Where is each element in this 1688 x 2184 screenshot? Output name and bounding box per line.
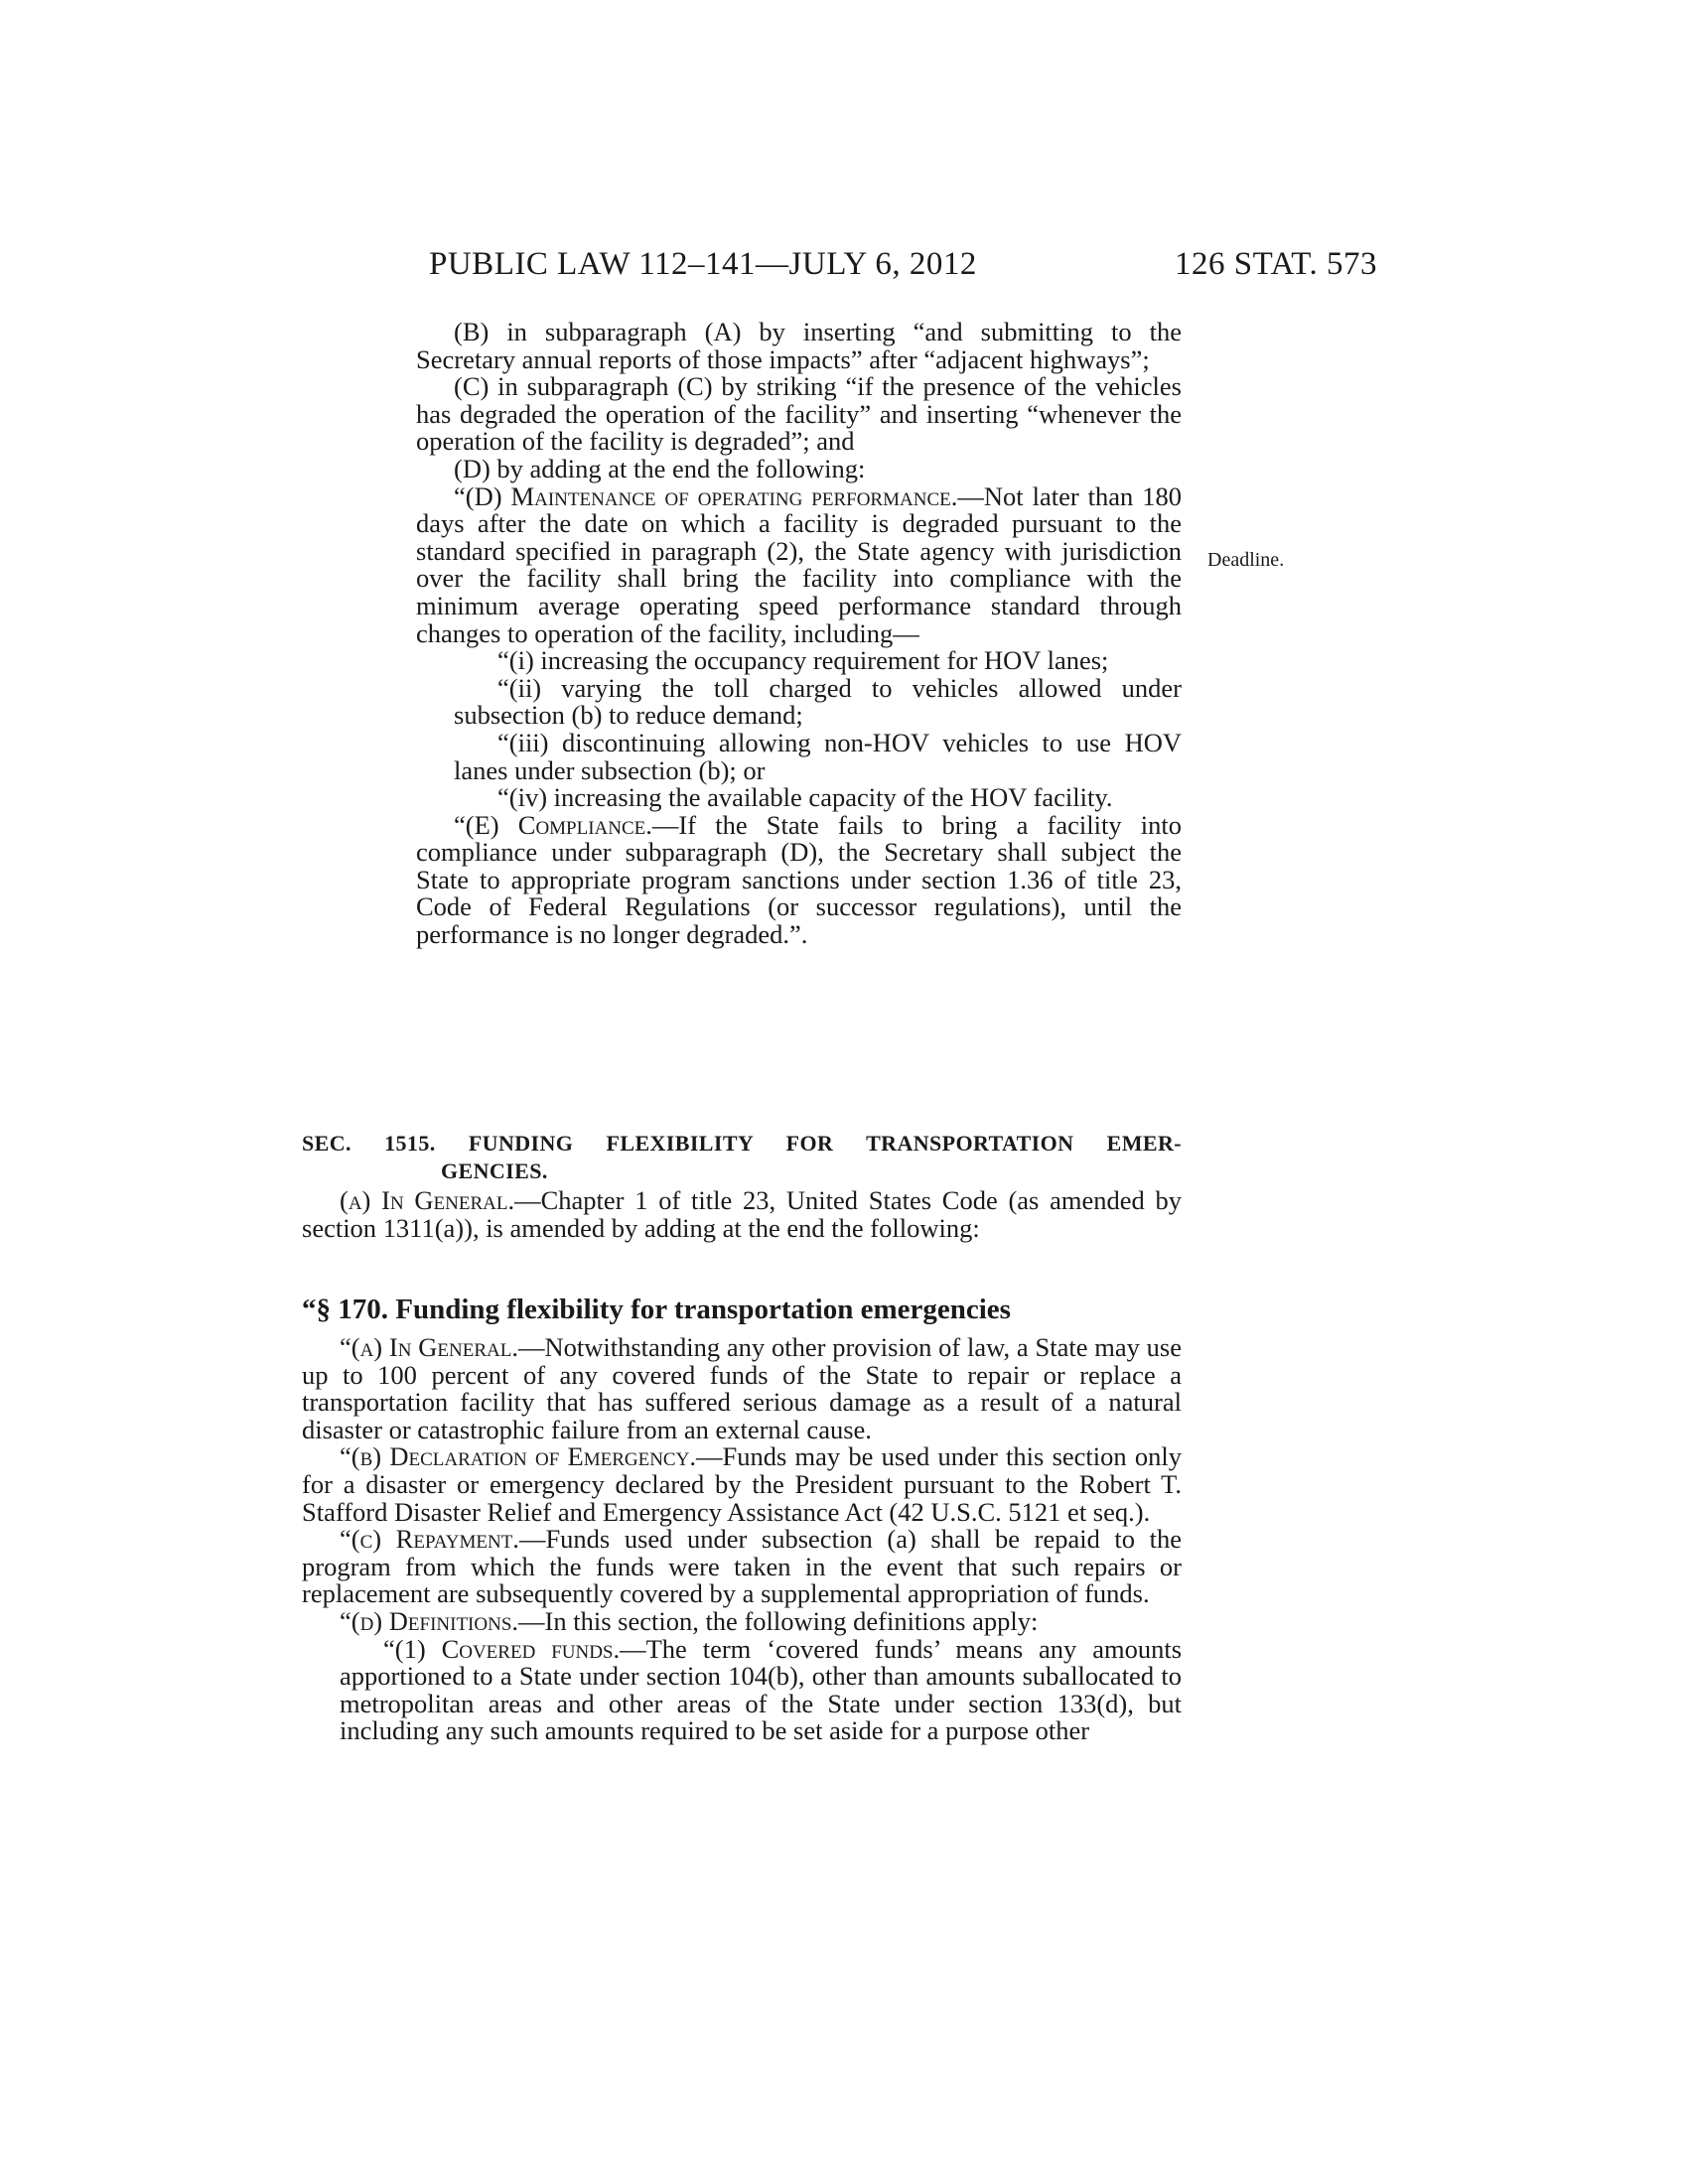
clause-i: “(i) increasing the occupancy requirement for HOV lanes; xyxy=(497,645,1109,676)
sec170-a-heading: “(a) In General. xyxy=(340,1332,518,1362)
subparagraph-e-text: —If the State fails to bring a facility into compliance under subparagraph (D), the Secretary shall subject the State to appropriate program sanctions under section 1.36 of title 23, Code of Federal Regulations (or successor regulations), until the performance is no longer degraded.”. xyxy=(416,809,1182,950)
subparagraph-d xyxy=(416,480,1182,648)
sec170-subsection-b xyxy=(302,1443,1182,1526)
sec170-b-heading: “(b) Declaration of Emergency. xyxy=(340,1441,696,1472)
sec170-c-heading: “(c) Repayment. xyxy=(340,1524,519,1555)
sec170-d1-heading: “(1) Covered funds. xyxy=(383,1633,621,1664)
subsection-a-heading: (a) In General. xyxy=(340,1185,515,1215)
clause-iv: “(iv) increasing the available capacity of the HOV facility. xyxy=(497,782,1113,813)
item-d: (D) by adding at the end the following: xyxy=(454,453,866,483)
subparagraph-d-heading: “(D) Maintenance of operating performance. xyxy=(454,480,958,511)
running-head xyxy=(302,246,1377,286)
sec170-d-text: —In this section, the following definitions apply: xyxy=(518,1605,1039,1636)
amendment-items xyxy=(416,319,1182,949)
sec170-c-text: —Funds used under subsection (a) shall be repaid to the program from which the funds were taken in the event that such repairs or replacement are subsequently covered by a supplemental appropriation of funds. xyxy=(302,1524,1182,1609)
section-heading-line-2: GENCIES. xyxy=(441,1159,548,1183)
sec170-b-text: —Funds may be used under this section only for a disaster or emergency declared by the President pursuant to the Robert T. Stafford Disaster Relief and Emergency Assistance Act (42 U.S.C. 5121 et seq.). xyxy=(302,1441,1182,1527)
section-1515-heading xyxy=(302,1130,1182,1185)
clause-ii: “(ii) varying the toll charged to vehicles allowed under subsection (b) to reduce demand; xyxy=(454,672,1182,731)
statute-page-number: 126 STAT. 573 xyxy=(1174,246,1377,282)
sec170-a-text: —Notwithstanding any other provision of law, a State may use up to 100 percent of any covered funds of the State to repair or replace a transportation facility that has suffered serious damage as a result of a natural disaster or catastrophic failure from an external cause. xyxy=(302,1332,1183,1444)
margin-note-deadline: Deadline. xyxy=(1207,549,1285,571)
section-1515-subsection-a xyxy=(302,1187,1182,1242)
running-head-title: PUBLIC LAW 112–141—JULY 6, 2012 xyxy=(429,246,977,282)
sec170-paragraph-1 xyxy=(302,1633,1183,1746)
section-170-title: “§ 170. Funding flexibility for transportation emergencies xyxy=(302,1294,1011,1325)
item-c: (C) in subparagraph (C) by striking “if the presence of the vehicles has degraded the operation of the facility” and inserting “whenever the operation of the facility is degraded”; and xyxy=(416,371,1182,457)
sec170-d1-text: —The term ‘covered funds’ means any amounts apportioned to a State under section 104(b), other than amounts suballocated to metropolitan areas and other areas of the State under section 133(d), but including any such amounts required to be set aside for a purpose other xyxy=(340,1633,1183,1746)
sec170-subsection-a xyxy=(302,1334,1182,1443)
subparagraph-d-text: —Not later than 180 days after the date on which a facility is degraded pursuant to the standard specified in paragraph (2), the State agency with jurisdiction over the facility shall bring the facility into compliance with the minimum average operating speed performance standard through changes to operation of the facility, including— xyxy=(416,480,1182,648)
item-b: (B) in subparagraph (A) by inserting “and submitting to the Secretary annual reports of those impacts” after “adjacent highways”; xyxy=(416,317,1182,374)
subparagraph-e xyxy=(416,809,1182,950)
sec170-subsection-d xyxy=(302,1605,1182,1636)
sec170-d-heading: “(d) Definitions. xyxy=(340,1605,519,1636)
subsection-a-text: —Chapter 1 of title 23, United States Code (as amended by section 1311(a)), is amended by adding at the end the following: xyxy=(302,1185,1182,1243)
section-170-body xyxy=(302,1334,1182,1745)
sec170-subsection-c xyxy=(302,1526,1182,1608)
subparagraph-e-heading: “(E) Compliance. xyxy=(454,809,652,840)
clause-iii: “(iii) discontinuing allowing non-HOV vehicles to use HOV lanes under subsection (b); or xyxy=(454,727,1182,785)
section-1515-body xyxy=(302,1187,1182,1242)
section-heading-line-1: SEC. 1515. FUNDING FLEXIBILITY FOR TRANSPORTATION EMER- xyxy=(302,1131,1182,1156)
